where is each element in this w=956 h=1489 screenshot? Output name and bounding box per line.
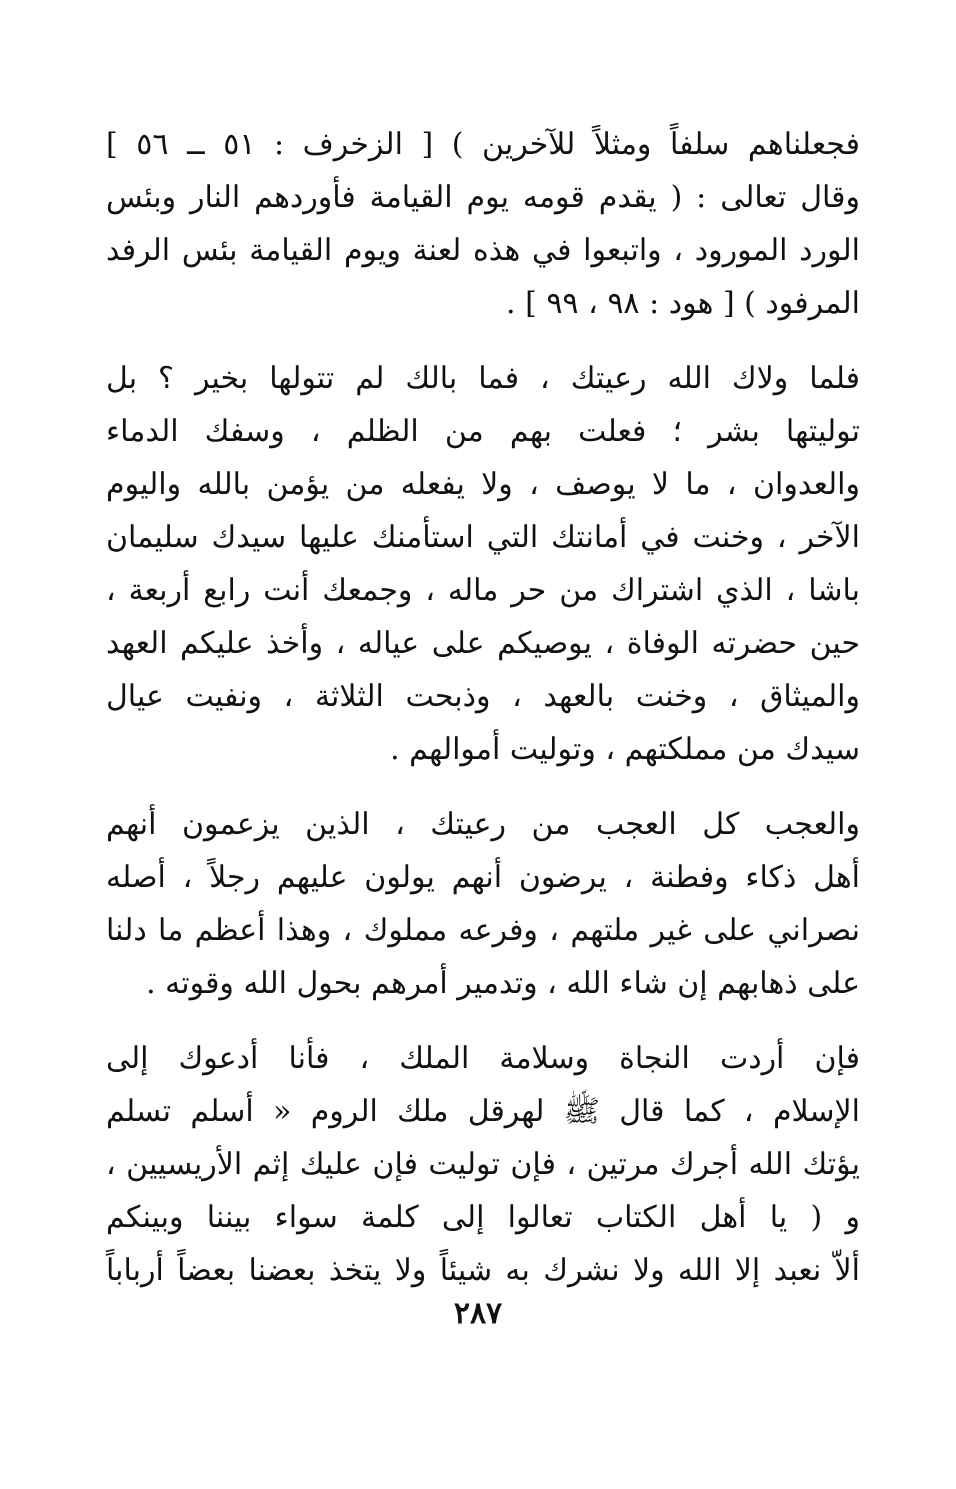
text-line: سيدك من مملكتهم ، وتوليت أموالهم . <box>390 732 860 767</box>
text-line: نصراني على غير ملتهم ، وفرعه مملوك ، وهذا أعظم ما دلنا <box>106 913 860 948</box>
text-line: يؤتك الله أجرك مرتين ، فإن توليت فإن عليك إثم الأريسيين ، <box>106 1147 860 1182</box>
text-line: ألاّ نعبد إلا الله ولا نشرك به شيئاً ولا يتخذ بعضنا بعضاً أرباباً <box>106 1253 860 1288</box>
text-line: فلما ولاك الله رعيتك ، فما بالك لم تتولها بخير ؟ بل <box>106 361 860 396</box>
text-line: باشا ، الذي اشتراك من حر ماله ، وجمعك أنت رابع أربعة ، <box>106 573 860 608</box>
text-line: فإن أردت النجاة وسلامة الملك ، فأنا أدعوك إلى <box>106 1041 860 1076</box>
text-line: توليتها بشر ؛ فعلت بهم من الظلم ، وسفك الدماء <box>106 414 860 449</box>
text-line: أهل ذكاء وفطنة ، يرضون أنهم يولون عليهم رجلاً ، أصله <box>106 860 860 895</box>
text-line: و ( يا أهل الكتاب تعالوا إلى كلمة سواء بيننا وبينكم <box>106 1200 860 1235</box>
text-line: الورد المورود ، واتبعوا في هذه لعنة ويوم القيامة بئس الرفد <box>106 233 860 268</box>
paragraph-2 <box>106 352 860 776</box>
text-line: الإسلام ، كما قال ﷺ لهرقل ملك الروم « أسلم تسلم <box>106 1094 860 1129</box>
main-text <box>106 118 860 1319</box>
text-line: حين حضرته الوفاة ، يوصيكم على عياله ، وأخذ عليكم العهد <box>106 626 860 661</box>
text-line: المرفود ) [ هود : ٩٨ ، ٩٩ ] . <box>506 286 860 321</box>
text-line: وقال تعالى : ( يقدم قومه يوم القيامة فأوردهم النار وبئس <box>106 180 860 215</box>
text-line: والعدوان ، ما لا يوصف ، ولا يفعله من يؤمن بالله واليوم <box>106 467 860 502</box>
text-line: والميثاق ، وخنت بالعهد ، وذبحت الثلاثة ، ونفيت عيال <box>106 679 860 714</box>
text-line: والعجب كل العجب من رعيتك ، الذين يزعمون أنهم <box>106 807 860 842</box>
paragraph-1 <box>106 118 860 330</box>
text-line: فجعلناهم سلفاً ومثلاً للآخرين ) [ الزخرف : ٥١ ــ ٥٦ ] <box>106 127 860 162</box>
text-line: الآخر ، وخنت في أمانتك التي استأمنك عليها سيدك سليمان <box>106 520 860 555</box>
page-number: ٢٨٧ <box>453 1296 503 1331</box>
paragraph-4 <box>106 1032 860 1297</box>
text-line: على ذهابهم إن شاء الله ، وتدمير أمرهم بحول الله وقوته . <box>146 966 860 1001</box>
paragraph-3 <box>106 798 860 1010</box>
